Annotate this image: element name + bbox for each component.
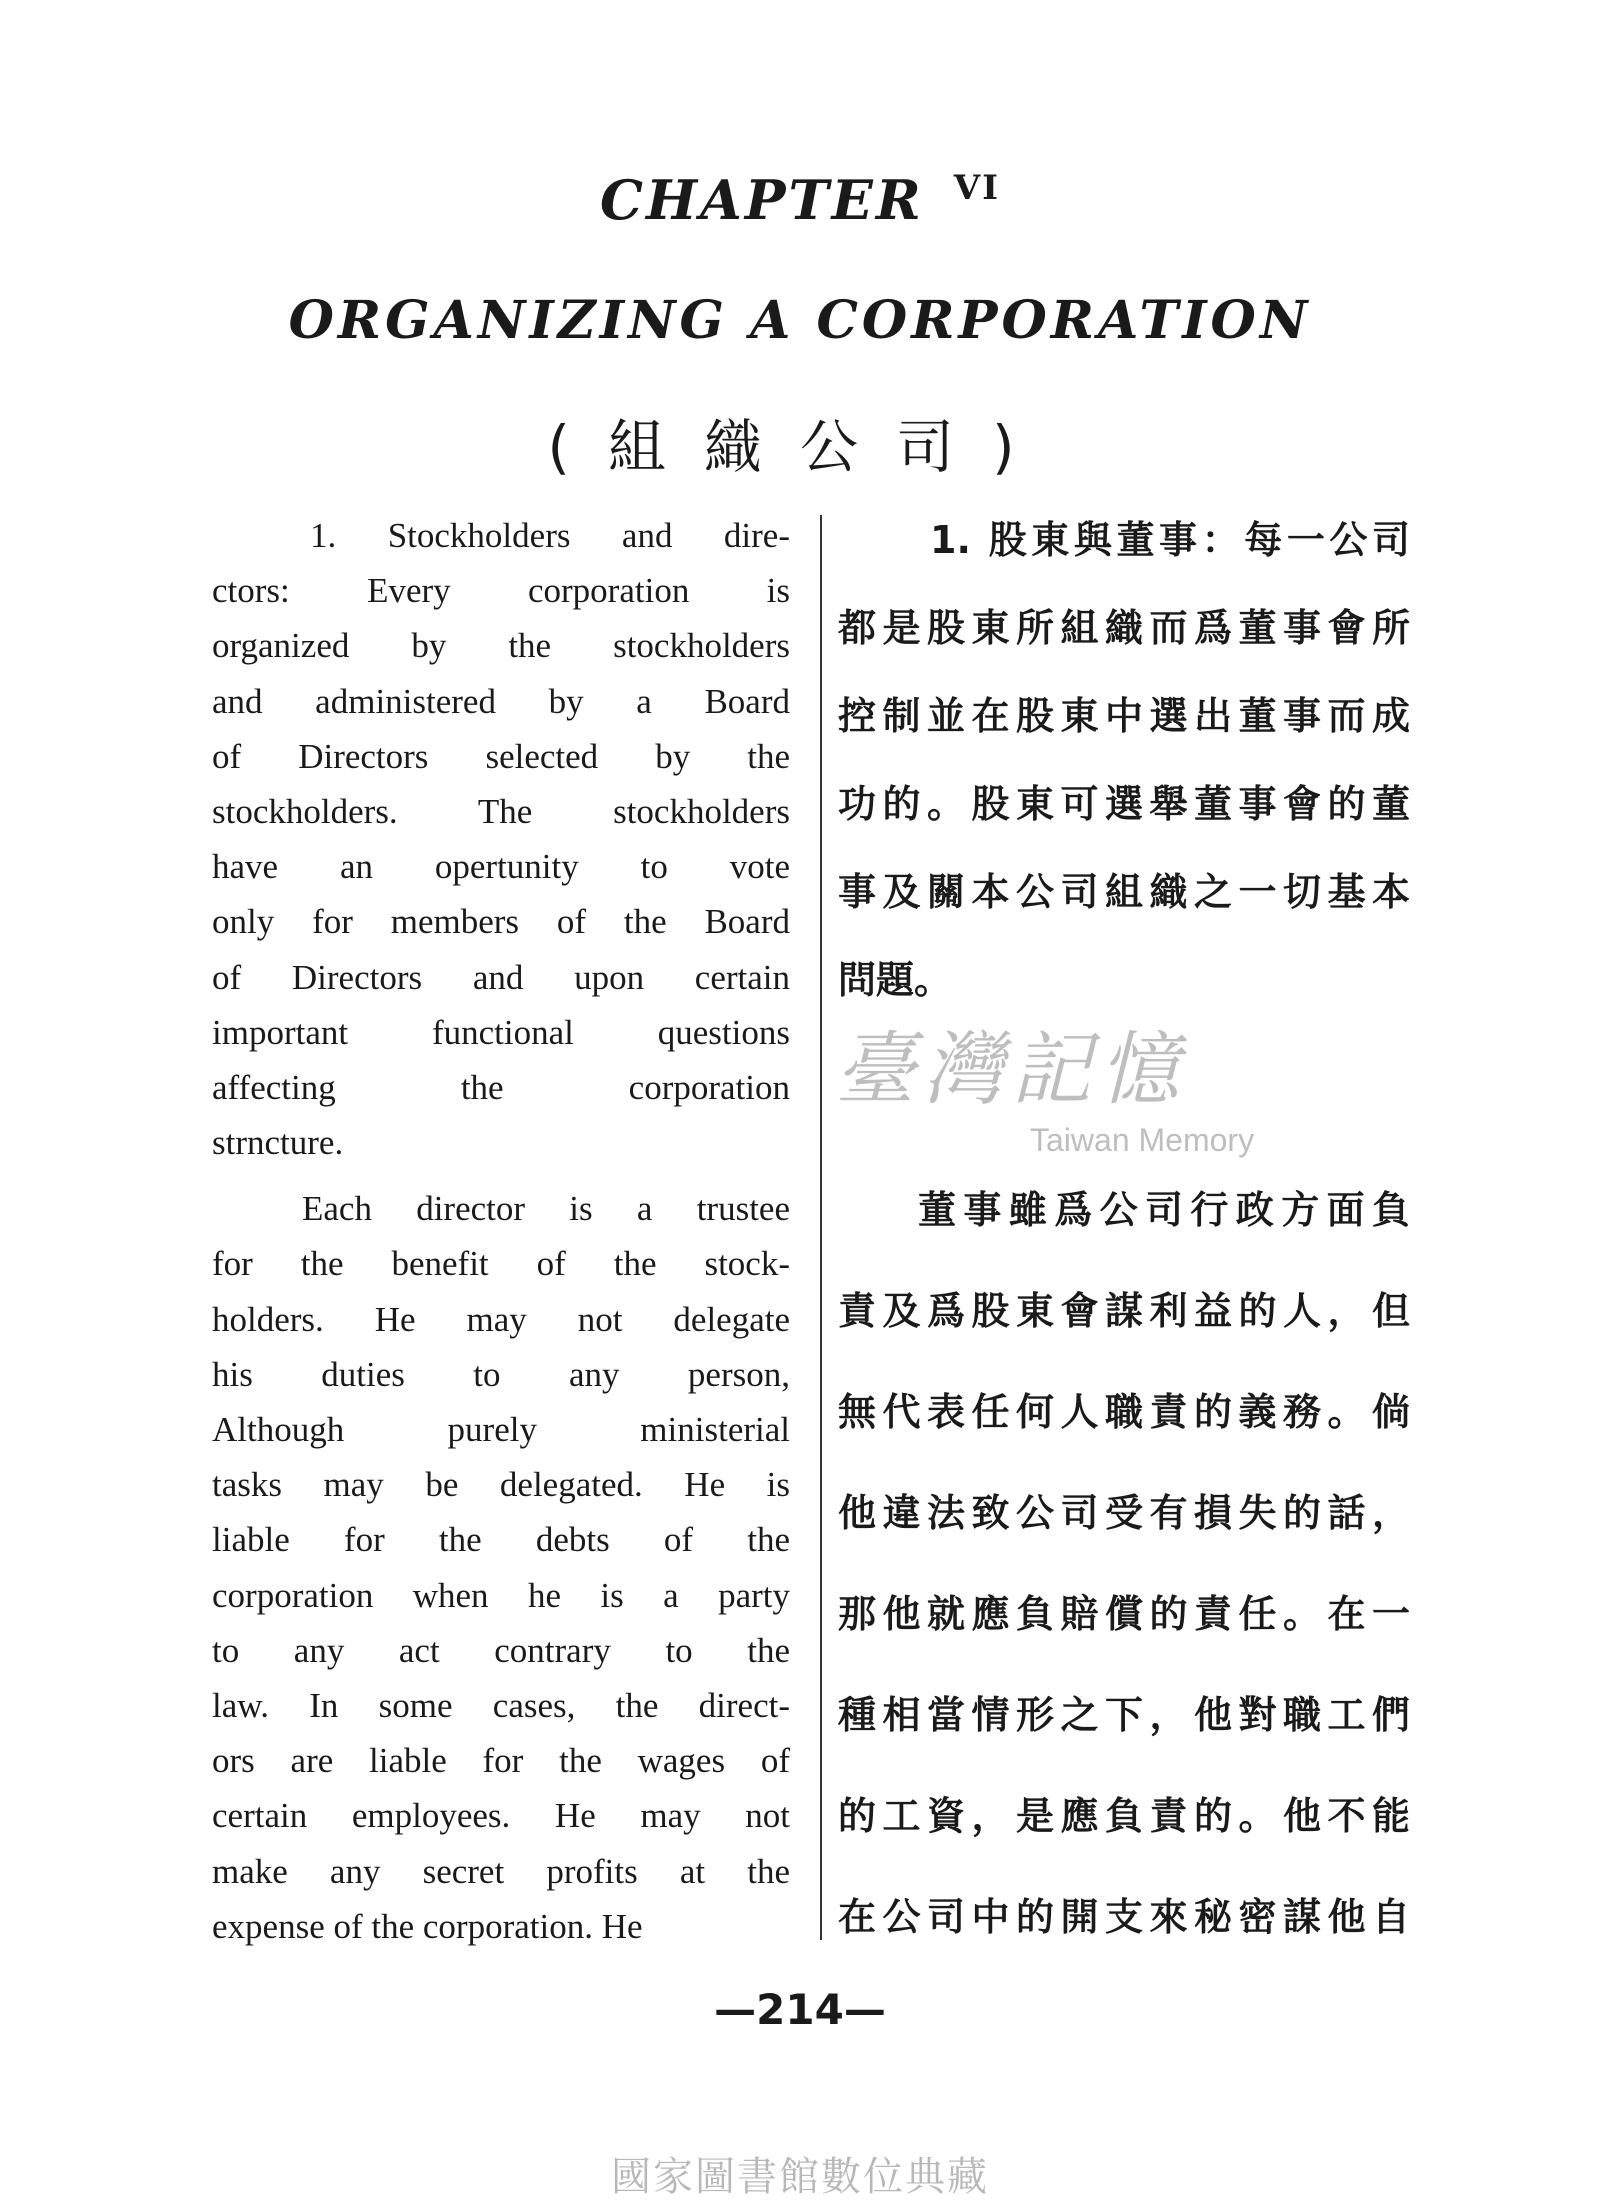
chinese-text-line: 那他就應負賠償的責任。在一	[838, 1592, 1410, 1636]
english-column	[212, 508, 790, 1954]
english-text-line: stockholders. The stockholders	[212, 791, 790, 831]
chinese-text-line: 控制並在股東中選出董事而成	[838, 694, 1410, 738]
english-text-line: for the benefit of the stock-	[212, 1244, 790, 1284]
watermark-english: Taiwan Memory	[1030, 1122, 1255, 1158]
chinese-text-line: 的工資，是應負責的。他不能	[838, 1794, 1410, 1838]
chinese-text-line: 事及關本公司組織之一切基本	[838, 870, 1410, 914]
english-text-line: 1. Stockholders and dire-	[310, 516, 790, 555]
english-text-line: law. In some cases, the direct-	[212, 1685, 790, 1725]
english-text-line: certain employees. He may not	[212, 1796, 790, 1836]
chinese-text-line: 在公司中的開支來秘密謀他自	[838, 1895, 1410, 1939]
chapter-title-chinese: (組織公司)	[547, 413, 1053, 481]
chinese-text-line: 都是股東所組織而爲董事會所	[838, 606, 1410, 650]
english-text-line: strncture.	[212, 1123, 344, 1163]
taiwan-memory-watermark	[835, 1022, 1275, 1172]
english-text-line: his duties to any person,	[212, 1354, 790, 1394]
page-number: —214—	[714, 1985, 886, 2034]
english-text-line: Although purely ministerial	[212, 1410, 790, 1449]
chinese-text-line: 問題。	[838, 958, 953, 1002]
chinese-text-line: 1. 股東與董事：每一公司	[930, 518, 1410, 562]
english-text-line: to any act contrary to the	[212, 1630, 790, 1670]
english-text-line: have an opertunity to vote	[212, 847, 790, 887]
english-text-line: ors are liable for the wages of	[212, 1741, 790, 1781]
english-text-line: of Directors and upon certain	[212, 957, 790, 997]
chinese-text-line: 責及爲股東會謀利益的人，但	[838, 1289, 1410, 1333]
english-text-line: organized by the stockholders	[212, 626, 790, 666]
watermark-chinese: 臺灣記憶	[835, 1023, 1187, 1116]
chapter-label: CHAPTER	[599, 168, 924, 232]
english-text-line: of Directors selected by the	[212, 736, 790, 776]
library-footer: 國家圖書館數位典藏	[611, 2154, 989, 2200]
chapter-title: ORGANIZING A CORPORATION	[288, 290, 1312, 351]
english-text-line: Each director is a trustee	[302, 1189, 790, 1229]
english-text-line: corporation when he is a party	[212, 1575, 790, 1615]
chapter-heading	[0, 168, 1600, 232]
english-text-line: only for members of the Board	[212, 902, 790, 942]
chinese-paragraph-2	[838, 1180, 1410, 1988]
chinese-text-line: 無代表任何人職責的義務。倘	[838, 1390, 1410, 1434]
chinese-text-line: 董事雖爲公司行政方面負	[918, 1188, 1410, 1232]
english-text-line: and administered by a Board	[212, 681, 790, 721]
english-text-line: important functional questions	[212, 1012, 790, 1052]
chinese-text-line: 種相當情形之下，他對職工們	[838, 1693, 1410, 1737]
chapter-number: VI	[953, 168, 1001, 208]
chinese-text-line: 他違法致公司受有損失的話，	[838, 1491, 1410, 1535]
english-text-line: ctors: Every corporation is	[212, 571, 790, 611]
english-text-line: affecting the corporation	[212, 1067, 790, 1107]
chinese-paragraph-1	[838, 510, 1410, 1038]
english-text-line: liable for the debts of the	[212, 1520, 790, 1560]
english-text-line: holders. He may not delegate	[212, 1299, 790, 1339]
english-text-line: make any secret profits at the	[212, 1851, 790, 1891]
english-text-line: expense of the corporation. He	[212, 1906, 643, 1946]
chinese-text-line: 功的。股東可選舉董事會的董	[838, 782, 1410, 826]
english-text-line: tasks may be delegated. He is	[212, 1465, 790, 1505]
column-divider	[820, 515, 822, 1940]
